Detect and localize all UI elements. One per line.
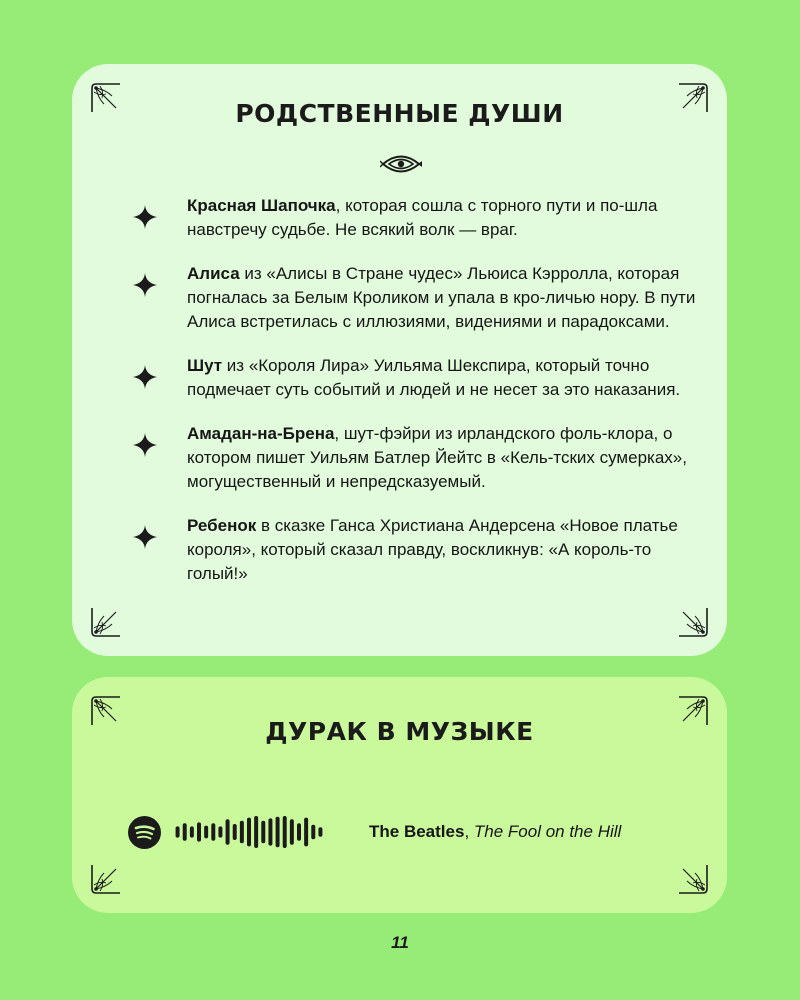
spotify-code-bar bbox=[290, 819, 294, 845]
item-name: Алиса bbox=[187, 264, 240, 283]
page-number: 11 bbox=[391, 933, 409, 952]
spotify-code-bar bbox=[297, 823, 301, 841]
track-title: The Fool on the Hill bbox=[473, 822, 622, 841]
spotify-code-bar bbox=[276, 817, 280, 847]
spotify-code-bar bbox=[311, 825, 315, 839]
four-point-star-icon bbox=[132, 204, 158, 230]
fool-in-music-card bbox=[72, 677, 727, 913]
section-title: ДУРАК В МУЗЫКЕ bbox=[265, 717, 534, 746]
spotify-code-bar bbox=[233, 824, 237, 840]
track-separator: , bbox=[464, 822, 474, 841]
list-item bbox=[72, 262, 727, 334]
spotify-icon[interactable] bbox=[128, 816, 161, 849]
spotify-code-bar bbox=[204, 826, 208, 839]
eye-ornament-icon bbox=[380, 151, 422, 177]
spotify-code-bar bbox=[211, 823, 215, 841]
four-point-star-icon bbox=[132, 432, 158, 458]
item-name: Амадан-на-Брена bbox=[187, 424, 335, 443]
kindred-souls-card bbox=[72, 64, 727, 656]
track-info bbox=[369, 820, 621, 844]
spotify-code-bar bbox=[247, 818, 251, 847]
item-name: Шут bbox=[187, 356, 223, 375]
kindred-souls-list bbox=[72, 194, 727, 606]
spotify-code-bar bbox=[218, 826, 222, 837]
corner-ornament-icon bbox=[675, 861, 709, 895]
item-text: в сказке Ганса Христиана Андерсена «Новое платье короля», который сказал правду, воскликнув: «А король-то голый!» bbox=[187, 516, 678, 583]
spotify-code-bar bbox=[304, 818, 308, 847]
spotify-code-bar bbox=[268, 818, 272, 845]
spotify-code-bar bbox=[240, 821, 244, 843]
corner-ornament-icon bbox=[90, 861, 124, 895]
list-item bbox=[72, 514, 727, 586]
spotify-code-bar bbox=[226, 819, 230, 845]
list-item bbox=[72, 354, 727, 402]
item-text: из «Короля Лира» Уильяма Шекспира, который точно подмечает суть событий и людей и не несет за это наказания. bbox=[187, 356, 681, 399]
spotify-code-bar bbox=[254, 816, 258, 848]
spotify-code-bar bbox=[183, 823, 187, 841]
list-item bbox=[72, 422, 727, 494]
spotify-code-bar bbox=[318, 827, 322, 837]
corner-ornament-icon bbox=[90, 604, 124, 638]
spotify-code-bar bbox=[190, 826, 194, 837]
item-text: , шут-фэйри из ирландского фоль-клора, о котором пишет Уильям Батлер Йейтс в «Кель-тских сумерках», могущественный и непредсказуемый. bbox=[187, 424, 687, 491]
spotify-code-bar bbox=[197, 822, 201, 841]
spotify-code-bar bbox=[261, 821, 265, 843]
spotify-code-bar bbox=[176, 826, 180, 837]
spotify-code-bar bbox=[283, 816, 287, 848]
list-item bbox=[72, 194, 727, 242]
four-point-star-icon bbox=[132, 364, 158, 390]
four-point-star-icon bbox=[132, 524, 158, 550]
spotify-code-icon[interactable] bbox=[174, 815, 324, 849]
item-name: Красная Шапочка bbox=[187, 196, 336, 215]
item-text: , которая сошла с торного пути и по-шла навстречу судьбе. Не всякий волк — враг. bbox=[187, 196, 658, 239]
corner-ornament-icon bbox=[675, 604, 709, 638]
item-text: из «Алисы в Стране чудес» Льюиса Кэрролла, которая погналась за Белым Кроликом и упала в кро-личью нору. В пути Алиса встретилась с иллюзиями, видениями и парадоксами. bbox=[187, 264, 696, 331]
section-title: РОДСТВЕННЫЕ ДУШИ bbox=[235, 99, 564, 128]
four-point-star-icon bbox=[132, 272, 158, 298]
track-artist: The Beatles bbox=[369, 822, 465, 841]
item-name: Ребенок bbox=[187, 516, 257, 535]
